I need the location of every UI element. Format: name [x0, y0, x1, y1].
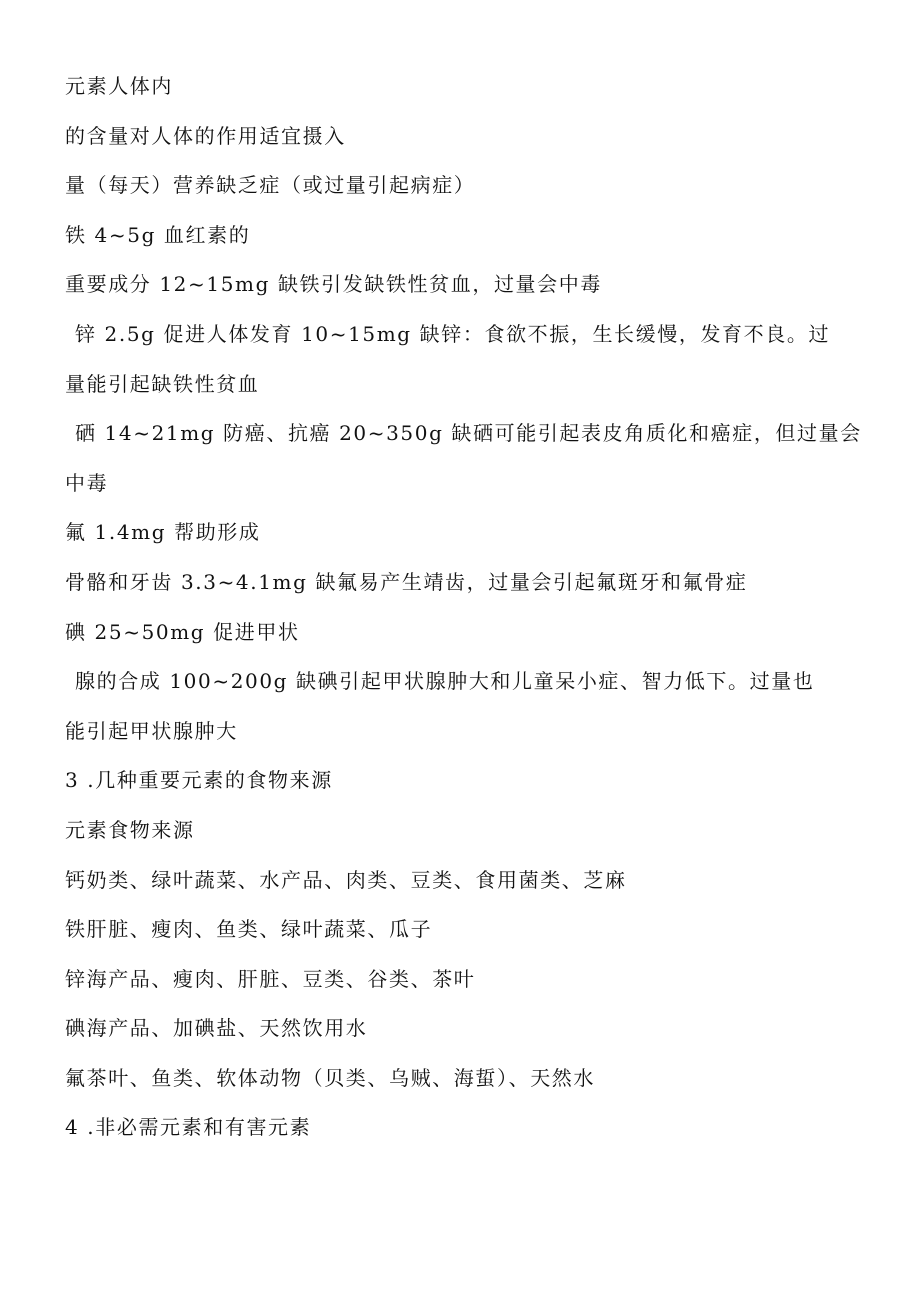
- text-line: 铁肝脏、瘦肉、鱼类、绿叶蔬菜、瓜子: [65, 917, 433, 942]
- section-heading: 4 .非必需元素和有害元素: [65, 1115, 312, 1140]
- text-line: 铁 4~5g 血红素的: [65, 222, 251, 247]
- text-line: 元素食物来源: [65, 817, 195, 842]
- text-line: 锌 2.5g 促进人体发育 10~15mg 缺锌：食欲不振，生长缓慢，发育不良。过: [75, 321, 831, 346]
- text-line: 的含量对人体的作用适宜摄入: [65, 123, 346, 148]
- text-line: 量（每天）营养缺乏症（或过量引起病症）: [65, 173, 476, 198]
- text-line: 元素人体内: [65, 74, 173, 98]
- text-line: 氟茶叶、鱼类、软体动物（贝类、乌贼、海蜇）、天然水: [65, 1065, 595, 1090]
- section-heading: 3 .几种重要元素的食物来源: [65, 768, 333, 793]
- text-line: 重要成分 12~15mg 缺铁引发缺铁性贫血，过量会中毒: [65, 272, 602, 297]
- text-line: 锌海产品、瘦肉、肝脏、豆类、谷类、茶叶: [65, 966, 476, 991]
- text-line: 硒 14~21mg 防癌、抗癌 20~350g 缺硒可能引起表皮角质化和癌症，但过量会: [75, 421, 862, 446]
- text-line: 氟 1.4mg 帮助形成: [65, 520, 261, 545]
- document-body: [65, 65, 865, 1156]
- text-line: 能引起甲状腺肿大: [65, 718, 238, 743]
- text-line: 碘海产品、加碘盐、天然饮用水: [65, 1016, 368, 1041]
- text-line: 骨骼和牙齿 3.3~4.1mg 缺氟易产生靖齿，过量会引起氟斑牙和氟骨症: [65, 569, 748, 594]
- text-line: 腺的合成 100~200g 缺碘引起甲状腺肿大和儿童呆小症、智力低下。过量也: [75, 669, 815, 694]
- text-line: 钙奶类、绿叶蔬菜、水产品、肉类、豆类、食用菌类、芝麻: [65, 867, 627, 892]
- text-line: 中毒: [65, 470, 109, 495]
- text-line: 量能引起缺铁性贫血: [65, 371, 260, 396]
- text-line: 碘 25~50mg 促进甲状: [65, 619, 300, 644]
